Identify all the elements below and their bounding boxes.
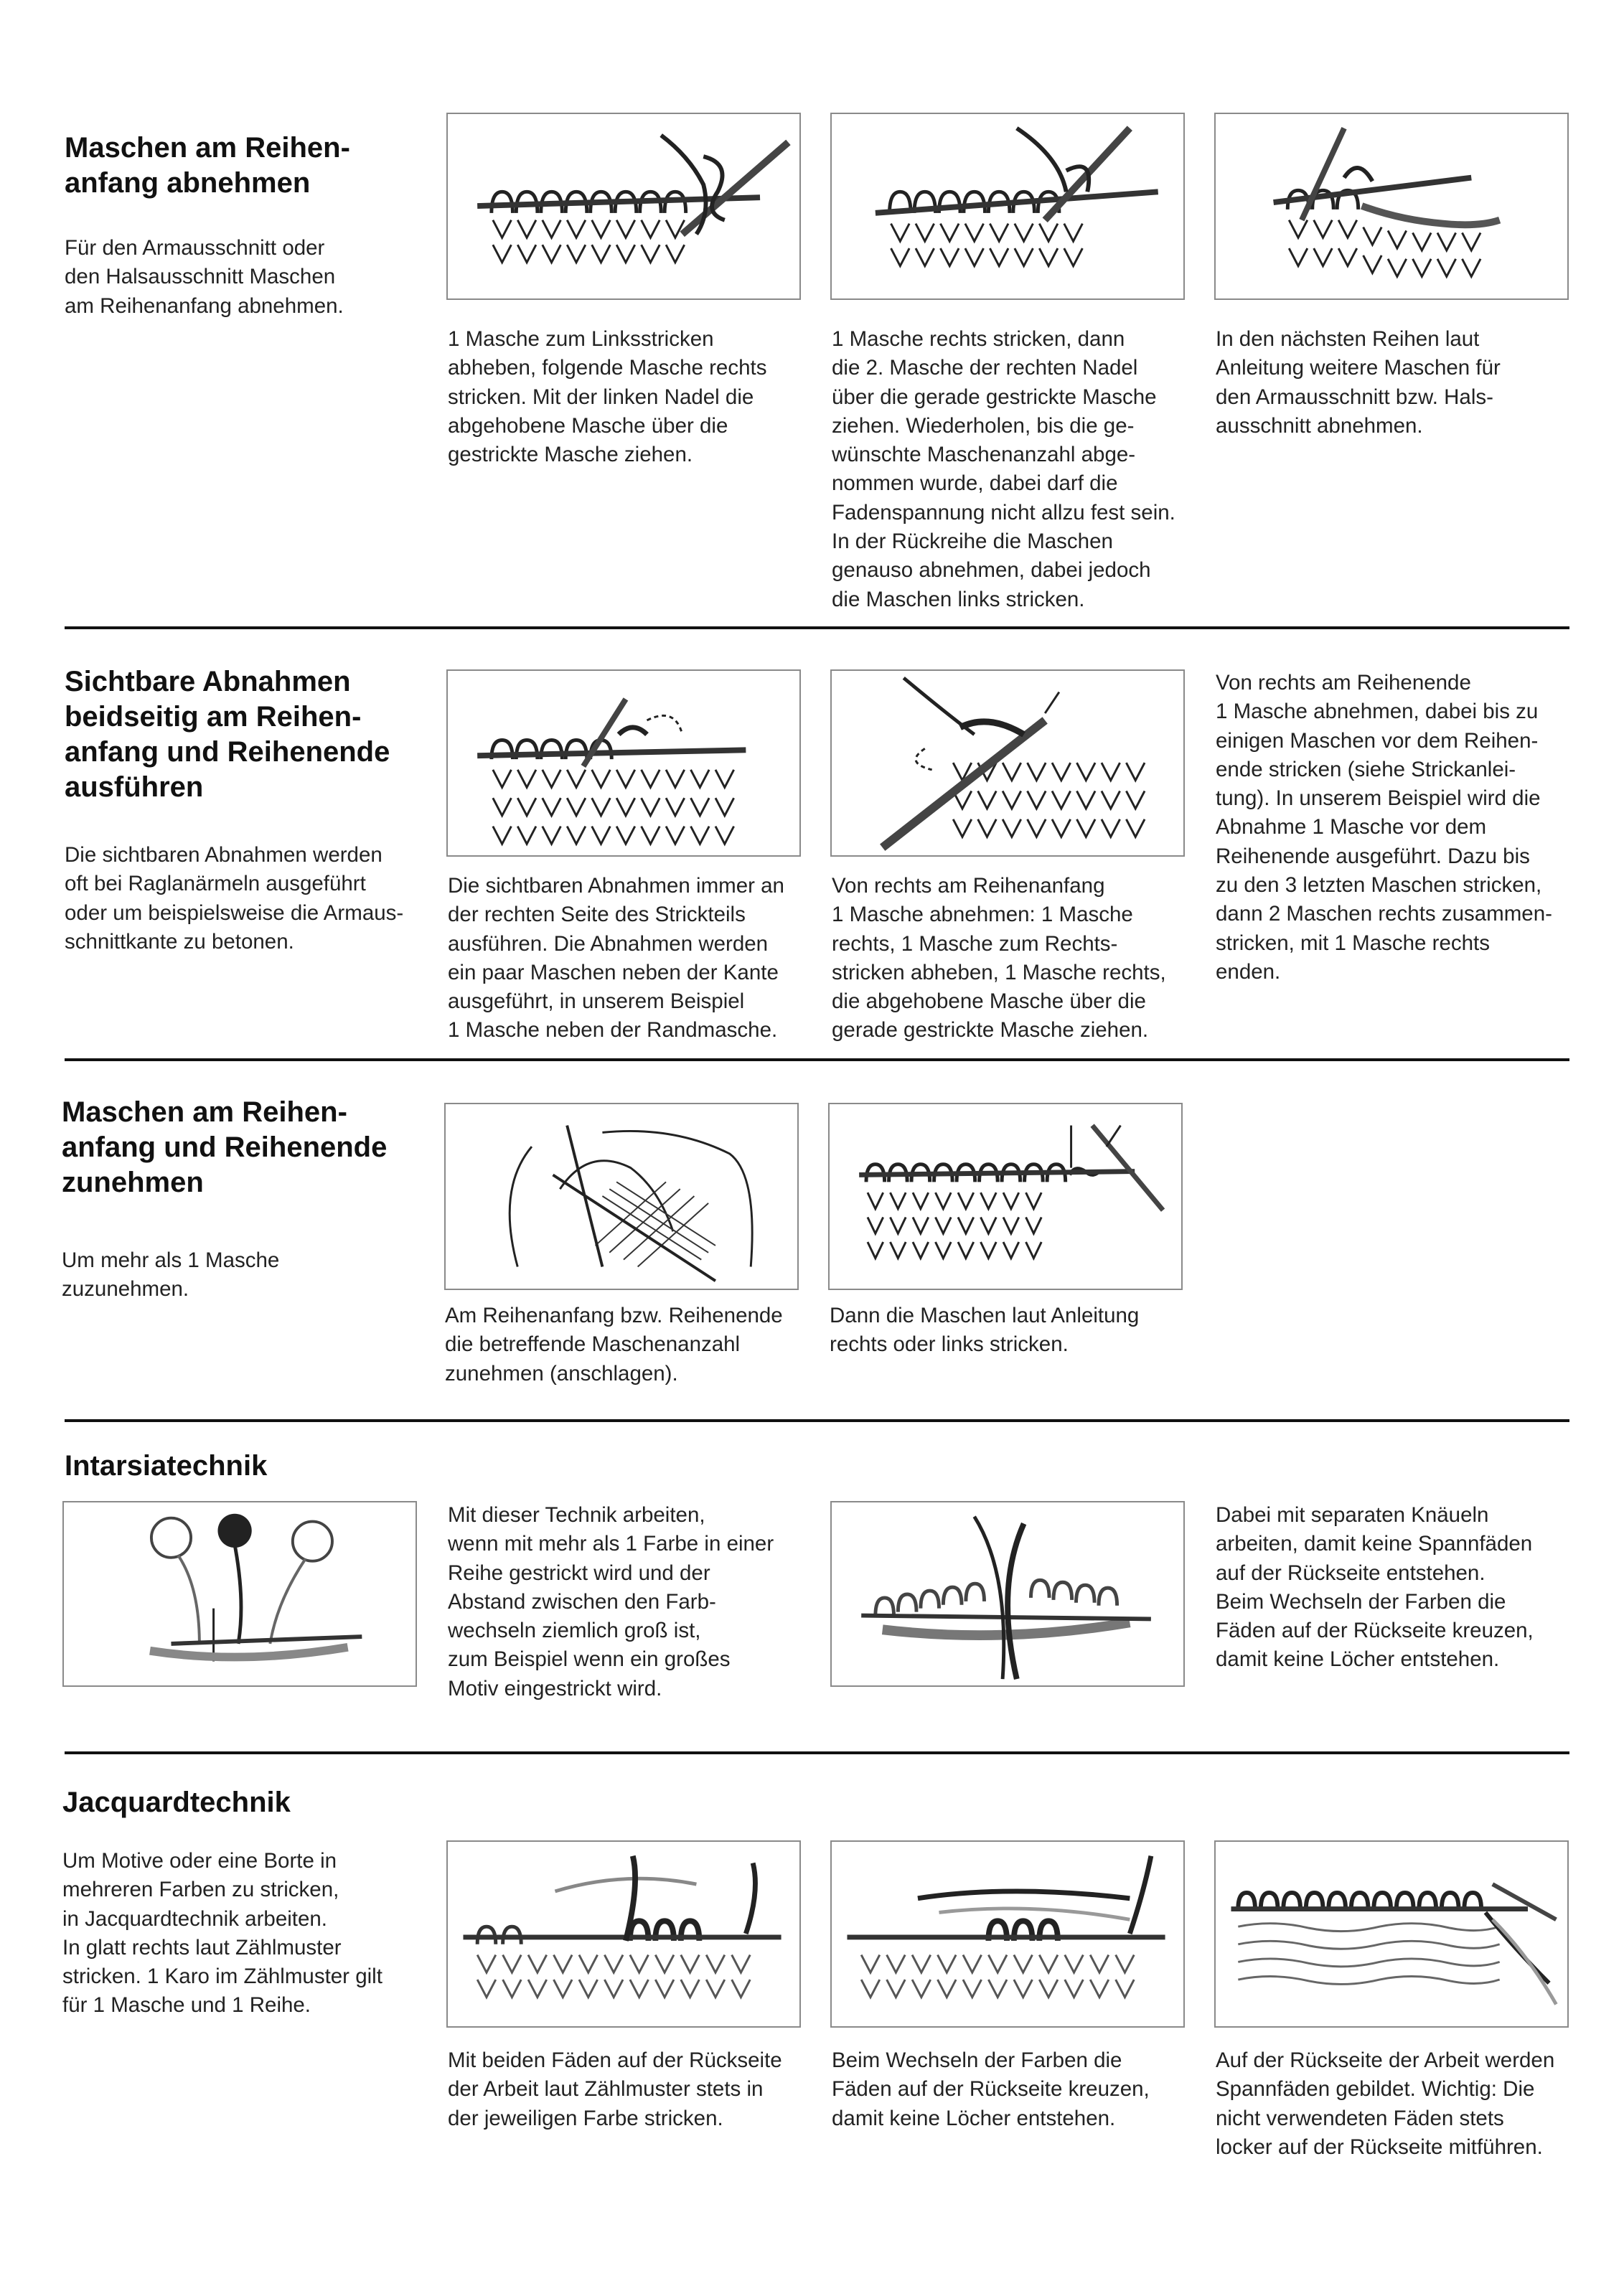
caption-jacquard-floats: Auf der Rückseite der Arbeit werden Spannfäden gebildet. Wichtig: Die nicht verwendeten Fäden stets locker auf der Rückseite mitführen. (1216, 2048, 1555, 2159)
illustration-jacquard-both-yarns (446, 1840, 801, 2028)
section-heading-increase-stitches: Maschen am Reihen- anfang und Reihenende zunehmen (62, 1096, 388, 1198)
caption-knit-new-stitches: Dann die Maschen laut Anleitung rechts oder links stricken. (830, 1304, 1140, 1357)
illustration-intarsia-crossing (830, 1501, 1185, 1687)
caption-slip-stitch-decrease: 1 Masche zum Linksstricken abheben, folgende Masche rechts stricken. Mit der linken Nadel die abgehobene Masche über die gestrickte Masche ziehen. (448, 327, 767, 467)
section-divider (65, 1058, 1569, 1061)
caption-casting-on-stitches: Am Reihenanfang bzw. Reihenende die betreffende Maschenanzahl zunehmen (anschlagen). (445, 1304, 783, 1385)
caption-visible-decrease-row-start: Von rechts am Reihenanfang 1 Masche abnehmen: 1 Masche rechts, 1 Masche zum Rechts- stricken abheben, 1 Masche rechts, die abgehobene Masche über die gerade gestrickte Masche ziehen. (832, 874, 1166, 1043)
illustration-pass-over-decrease (830, 113, 1185, 300)
caption-jacquard-both-yarns: Mit beiden Fäden auf der Rückseite der Arbeit laut Zählmuster stets in der jeweiligen Farbe stricken. (448, 2048, 782, 2130)
illustration-further-decreases (1214, 113, 1569, 300)
section-heading-intarsia: Intarsiatechnik (65, 1450, 268, 1482)
section-heading-visible-decreases: Sichtbare Abnahmen beidseitig am Reihen- anfang und Reihenende ausführen (65, 666, 390, 803)
illustration-jacquard-crossing (830, 1840, 1185, 2028)
section-heading-cast-off-row-start: Maschen am Reihen- anfang abnehmen (65, 132, 350, 199)
section-heading-jacquard: Jacquardtechnik (62, 1787, 291, 1818)
illustration-intarsia-yarn-balls (62, 1501, 417, 1687)
illustration-visible-decrease-row-start (830, 669, 1185, 857)
section-intro-jacquard: Um Motive oder eine Borte in mehreren Farben zu stricken, in Jacquardtechnik arbeiten. In glatt rechts laut Zählmuster stricken. 1 Karo im Zählmuster gilt für 1 Masche und 1 Reihe. (62, 1849, 382, 2018)
section-intro-cast-off-row-start: Für den Armausschnitt oder den Halsausschnitt Maschen am Reihenanfang abnehmen. (65, 236, 344, 318)
caption-further-decreases: In den nächsten Reihen laut Anleitung weitere Maschen für den Armausschnitt bzw. Hals- ausschnitt abnehmen. (1216, 327, 1501, 438)
section-divider (65, 1751, 1569, 1754)
caption-intarsia-separate-balls: Dabei mit separaten Knäueln arbeiten, damit keine Spannfäden auf der Rückseite entstehen. Beim Wechseln der Farben die Fäden auf der Rückseite kreuzen, damit keine Löcher entstehen. (1216, 1503, 1534, 1672)
illustration-visible-decrease-edge (446, 669, 801, 857)
caption-pass-over-decrease: 1 Masche rechts stricken, dann die 2. Masche der rechten Nadel über die gerade gestrickte Masche ziehen. Wiederholen, bis die ge- wünschte Maschenanzahl abge- nommen wurde, dabei darf die Fadenspannung nicht allzu fest sein. In der Rückreihe die Maschen genauso abnehmen, dabei jedoch die Maschen links stricken. (832, 327, 1175, 611)
caption-visible-decrease-edge: Die sichtbaren Abnahmen immer an der rechten Seite des Strickteils ausführen. Die Abnahmen werden ein paar Maschen neben der Kante ausgeführt, in unserem Beispiel 1 Masche neben der Randmasche. (448, 874, 784, 1043)
section-intro-visible-decreases: Die sichtbaren Abnahmen werden oft bei Raglanärmeln ausgeführt oder um beispielsweise die Armaus- schnittkante zu betonen. (65, 843, 404, 954)
illustration-slip-stitch-decrease (446, 113, 801, 300)
section-divider (65, 1419, 1569, 1422)
caption-visible-decrease-row-end: Von rechts am Reihenende 1 Masche abnehmen, dabei bis zu einigen Maschen vor dem Reihen- ende stricken (siehe Strickanlei- tung). In unserem Beispiel wird die Abnahme 1 Masche vor dem Reihenende ausgeführt. Dazu bis zu den 3 letzten Maschen stricken, dann 2 Maschen rechts zusammen- stricken, mit 1 Masche rechts enden. (1216, 671, 1552, 984)
section-intro-increase-stitches: Um mehr als 1 Masche zuzunehmen. (62, 1248, 280, 1302)
illustration-jacquard-floats (1214, 1840, 1569, 2028)
caption-intarsia-description: Mit dieser Technik arbeiten, wenn mit mehr als 1 Farbe in einer Reihe gestrickt wird und der Abstand zwischen den Farb- wechseln ziemlich groß ist, zum Beispiel wenn ein großes Motiv eingestrickt wird. (448, 1503, 774, 1700)
section-divider (65, 626, 1569, 629)
illustration-knit-new-stitches (828, 1103, 1183, 1290)
illustration-casting-on-stitches (444, 1103, 799, 1290)
caption-jacquard-crossing: Beim Wechseln der Farben die Fäden auf der Rückseite kreuzen, damit keine Löcher entstehen. (832, 2048, 1150, 2130)
